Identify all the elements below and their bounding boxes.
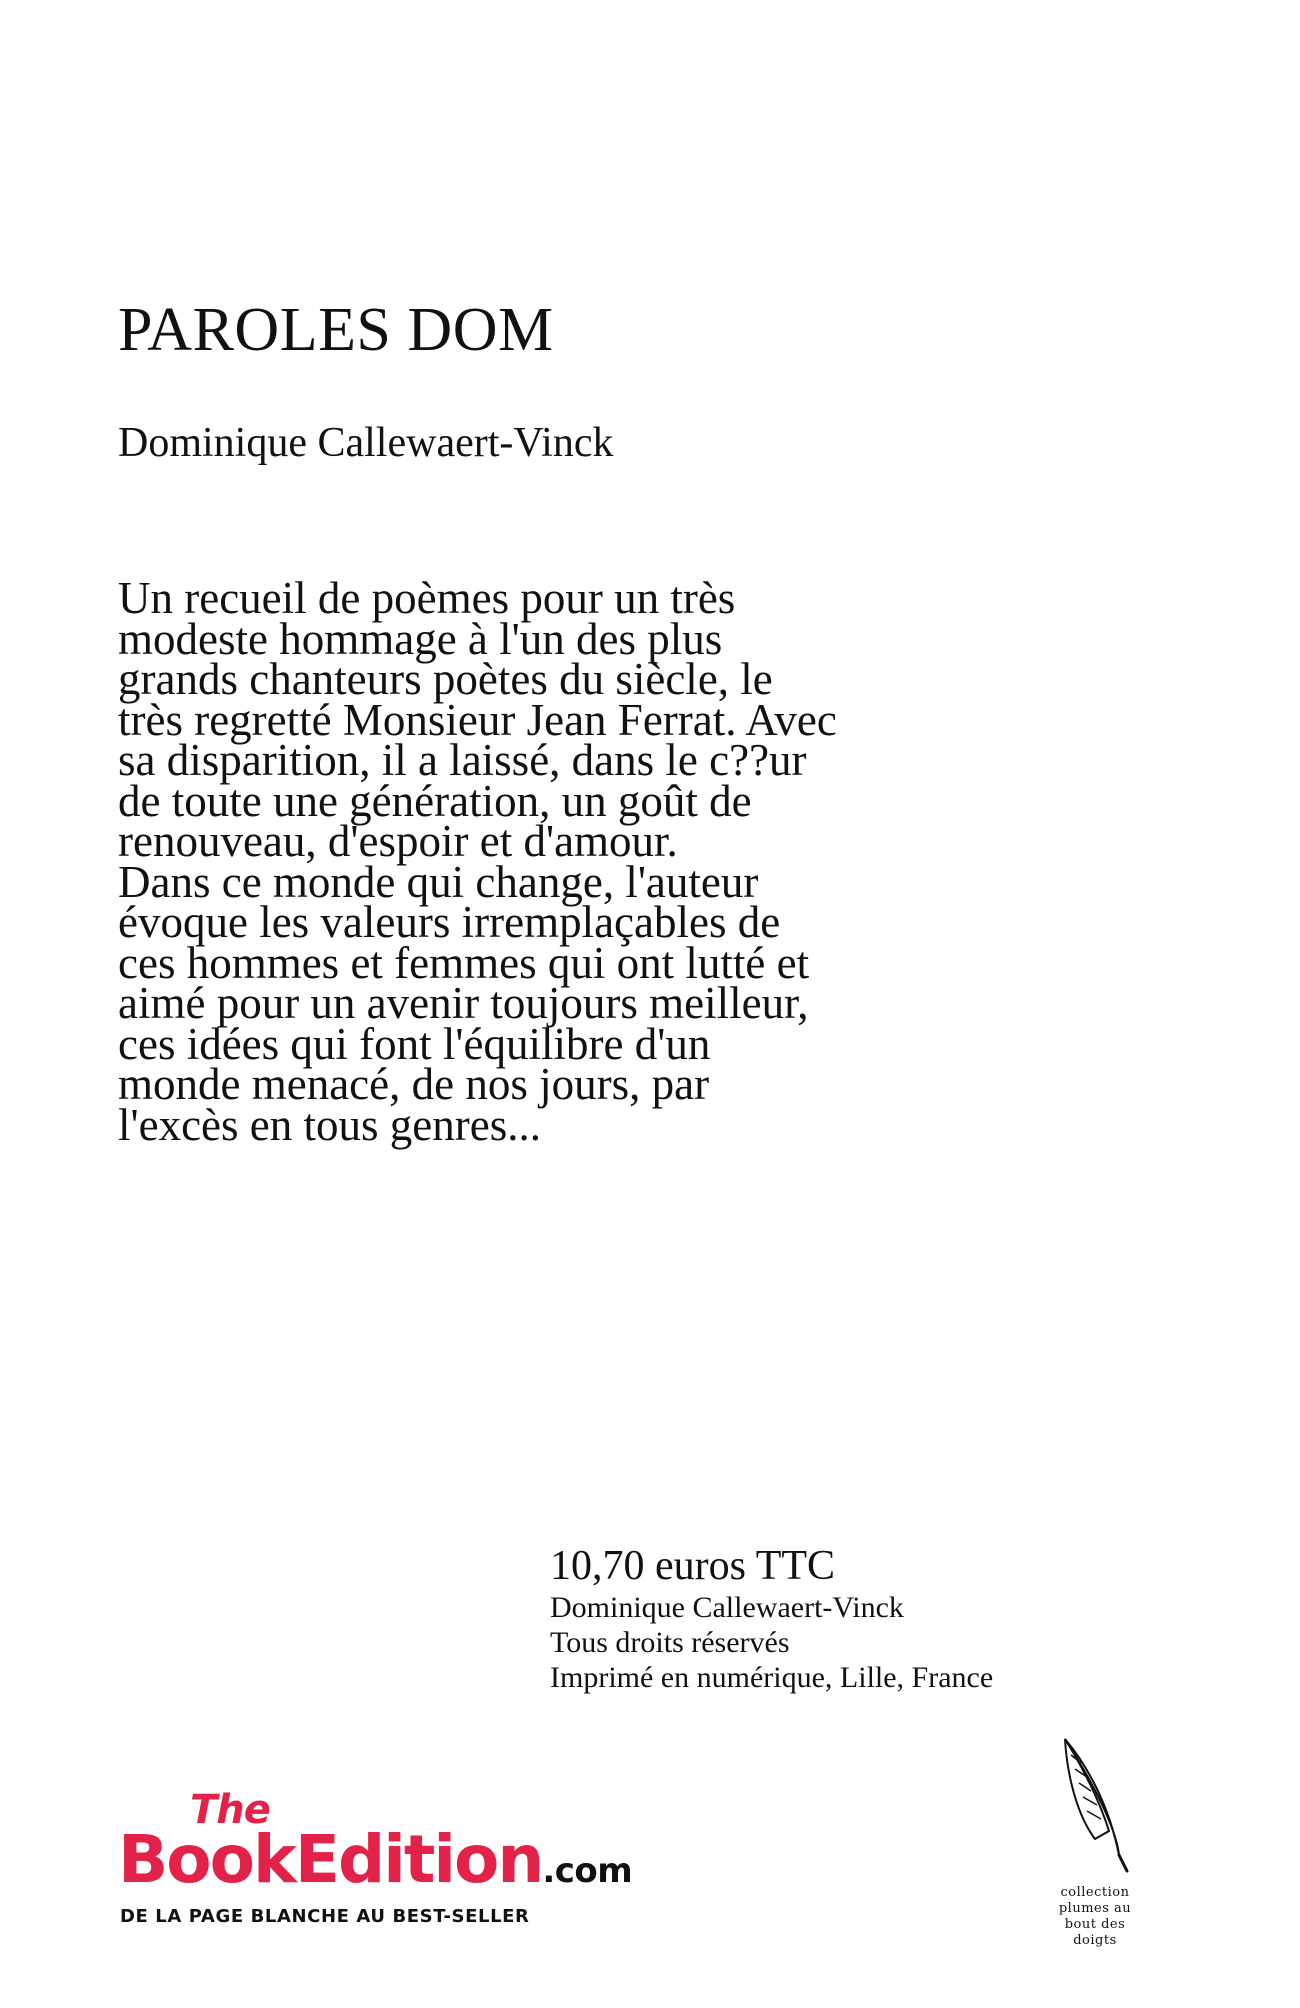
logo-the-text: The [190, 1787, 270, 1833]
collection-mark [1045, 1735, 1145, 1975]
book-title: PAROLES DOM [118, 296, 554, 364]
blurb-line: évoque les valeurs irremplaçables de [118, 897, 781, 947]
collection-label-line: plumes au [1058, 1901, 1132, 1916]
price-label: 10,70 euros TTC [550, 1543, 836, 1589]
blurb-line: Un recueil de poèmes pour un très [118, 573, 736, 623]
publisher-logo [118, 1787, 718, 1940]
blurb-line: monde menacé, de nos jours, par [118, 1059, 710, 1109]
collection-label [1045, 1885, 1145, 1949]
collection-label-line: doigts [1073, 1933, 1117, 1948]
print-location: Imprimé en numérique, Lille, France [550, 1661, 994, 1694]
blurb-line: de toute une génération, un goût de [118, 775, 752, 826]
blurb-line: ces idées qui font l'équilibre d'un [118, 1018, 711, 1069]
logo-domain-text: .com [542, 1851, 633, 1891]
imprint-author: Dominique Callewaert-Vinck [550, 1591, 904, 1624]
logo-brand-text: BookEdition [118, 1821, 543, 1898]
quill-feather-icon [1057, 1735, 1133, 1875]
logo-tagline: DE LA PAGE BLANCHE AU BEST-SELLER [120, 1906, 530, 1927]
blurb-line: sa disparition, il a laissé, dans le c??ur [118, 735, 807, 785]
blurb-line: aimé pour un avenir toujours meilleur, [118, 978, 809, 1028]
blurb-line: renouveau, d'espoir et d'amour. [118, 816, 678, 866]
rights-notice: Tous droits réservés [550, 1626, 790, 1659]
blurb-line: modeste hommage à l'un des plus [118, 613, 723, 664]
blurb-line: Dans ce monde qui change, l'auteur [118, 856, 759, 907]
blurb-line: ces hommes et femmes qui ont lutté et [118, 937, 810, 988]
collection-label-line: bout des [1064, 1917, 1126, 1932]
collection-label-line: collection [1060, 1885, 1130, 1900]
book-blurb [118, 573, 998, 1150]
blurb-line: l'excès en tous genres... [118, 1099, 541, 1150]
blurb-line: très regretté Monsieur Jean Ferrat. Avec [118, 694, 837, 745]
imprint-block [550, 1542, 993, 1695]
blurb-line: grands chanteurs poètes du siècle, le [118, 654, 773, 704]
logo-brand [118, 1820, 632, 1911]
book-author: Dominique Callewaert-Vinck [118, 420, 614, 466]
